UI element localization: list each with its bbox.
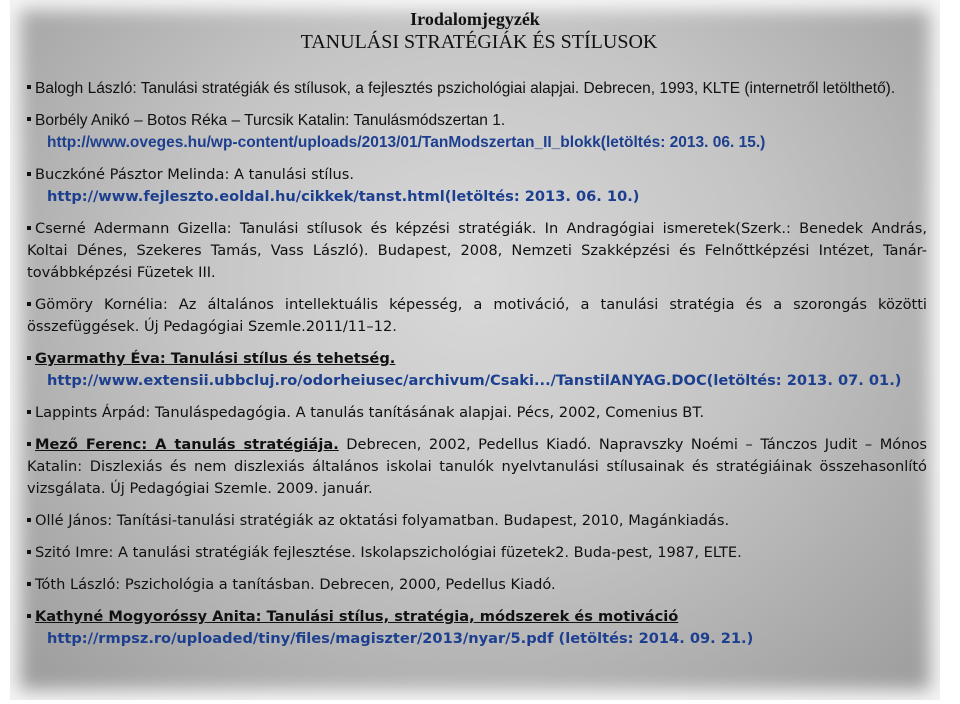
bullet-icon — [27, 550, 31, 554]
bullet-icon — [27, 410, 31, 414]
header — [10, 8, 940, 54]
list-item — [27, 402, 927, 424]
reference-link[interactable]: http://www.extensii.ubbcluj.ro/odorheiusec/archivum/Csaki.../TanstilANYAG.DOC(letöltés: 2013. 07. 01.) — [47, 372, 902, 389]
entry-text: Lappints Árpád: Tanuláspedagógia. A tanulás tanításának alapjai. Pécs, 2002, Comenius BT. — [35, 404, 705, 421]
list-item — [27, 574, 927, 596]
bibliography-list — [27, 78, 927, 650]
entry-text: Balogh László: Tanulási stratégiák és stílusok, a fejlesztés pszichológiai alapjai. Debrecen, 1993, KLTE (internetről letölthető). — [35, 80, 896, 97]
entry-text: Borbély Anikó – Botos Réka – Turcsik Katalin: Tanulásmódszertan 1. — [35, 112, 506, 129]
bullet-icon — [27, 614, 31, 618]
bullet-icon — [27, 442, 31, 446]
list-item — [27, 218, 927, 284]
entry-highlight: Kathyné Mogyoróssy Anita: Tanulási stílus, stratégia, módszerek és motiváció — [35, 608, 679, 625]
bullet-icon — [27, 117, 31, 121]
reference-link[interactable]: http://www.oveges.hu/wp-content/uploads/2013/01/TanModszertan_II_blokk(letöltés: 2013. 06. 15.) — [47, 134, 766, 151]
list-item — [27, 606, 927, 650]
list-item — [27, 110, 927, 154]
bullet-icon — [27, 356, 31, 360]
bullet-icon — [27, 582, 31, 586]
list-item — [27, 164, 927, 208]
reference-link[interactable]: http://www.fejleszto.eoldal.hu/cikkek/tanst.html(letöltés: 2013. 06. 10.) — [47, 188, 640, 205]
entry-text: Cserné Adermann Gizella: Tanulási stílusok és képzési stratégiák. In Andragógiai ismeretek(Szerk.: Benedek András, Koltai Dénes, Szekeres Tamás, Vass László). Budapest, 2008, Nemzeti Szakképzési és Felnőttképzési Intézet, Tanár-továbbképzési Füzetek III. — [27, 220, 927, 281]
entry-highlight: Gyarmathy Éva: Tanulási stílus és tehetség. — [35, 350, 396, 367]
bullet-icon — [27, 85, 31, 89]
bullet-icon — [27, 172, 31, 176]
entry-text: Tóth László: Pszichológia a tanításban. Debrecen, 2000, Pedellus Kiadó. — [35, 576, 556, 593]
bullet-icon — [27, 302, 31, 306]
slide — [10, 0, 940, 700]
list-item — [27, 542, 927, 564]
list-item — [27, 78, 927, 100]
list-item — [27, 294, 927, 338]
bullet-icon — [27, 518, 31, 522]
entry-highlight: Mező Ferenc: A tanulás stratégiája. — [35, 436, 339, 453]
entry-text: Szitó Imre: A tanulási stratégiák fejlesztése. Iskolapszichológiai füzetek2. Buda-pest, 1987, ELTE. — [35, 544, 742, 561]
list-item — [27, 348, 927, 392]
list-item — [27, 434, 927, 500]
page-subtitle: TANULÁSI STRATÉGIÁK ÉS STÍLUSOK — [300, 31, 658, 53]
reference-link[interactable]: http://rmpsz.ro/uploaded/tiny/files/magiszter/2013/nyar/5.pdf (letöltés: 2014. 09. 21.) — [47, 630, 754, 647]
bullet-icon — [27, 226, 31, 230]
entry-text: Ollé János: Tanítási-tanulási stratégiák az oktatási folyamatban. Budapest, 2010, Magánkiadás. — [35, 512, 730, 529]
entry-text: Debrecen, 2002, Pedellus Kiadó. Napravszky Noémi – Tánczos Judit – Mónos Katalin: Diszlexiás és nem diszlexiás általános iskolai tanulók nyelvtanulási stílusainak és stratégiáinak összehasonlító vizsgálata. Új Pedagógiai Szemle. 2009. január. — [27, 436, 928, 497]
entry-text: Buczkóné Pásztor Melinda: A tanulási stílus. — [35, 166, 355, 183]
list-item — [27, 510, 927, 532]
page-title: Irodalomjegyzék — [410, 9, 540, 29]
entry-text: Gömöry Kornélia: Az általános intellektuális képesség, a motiváció, a tanulási stratégia és a szorongás közötti összefüggések. Új Pedagógiai Szemle.2011/11–12. — [27, 296, 927, 335]
